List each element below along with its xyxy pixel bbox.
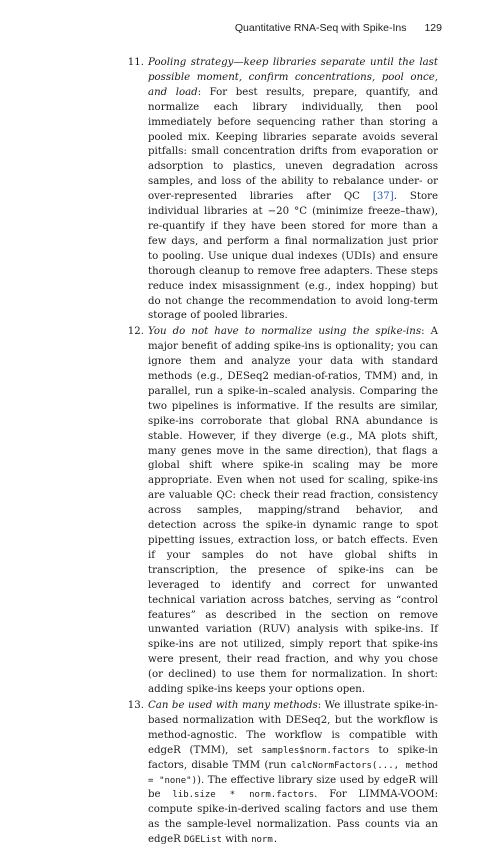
code-lib-size: lib.size * norm.factors xyxy=(172,790,315,801)
notes-list xyxy=(127,56,438,849)
page-number: 129 xyxy=(424,22,442,34)
code-norm-factors: samples$norm.factors xyxy=(261,745,370,756)
note-text: : A major benefit of adding spike-ins is optionality; you can ignore them and analyze your data with standard methods (e.g., DESeq2 median-of-ratios, TMM) and, in parallel, run a spike-in–scaled analysis. Comparing the two pipelines is informative. If the results are similar, spike-ins corroborate that global RNA abundance is stable. However, if they diverge (e.g., MA plots shift, many genes move in the same direction), that flags a global shift where spike-in scaling may be more appropriate. Even when not used for scaling, spike-ins are valuable QC: check their read fraction, consistency across samples, mapping/strand behavior, and detection across the spike-in dynamic range to spot pipetting issues, extraction loss, or batch effects. Even if your samples do not have global shifts in transcription, the presence of spike-ins can be leveraged to identify and correct for unwanted technical variation across batches, serving as “control features” as described in the section on remove unwanted variation (RUV) analysis with spike-ins. If spike-ins are not utilized, simply report that spike-ins were present, their read fraction, and why you chose (or declined) to use them for normalization. In short: adding spike-ins keeps your options open. xyxy=(148,326,438,696)
note-title: Pooling strategy—keep libraries separate until the last possible moment, confirm concentrations, pool once, and load xyxy=(148,57,438,98)
note-title: Can be used with many methods xyxy=(148,699,318,711)
running-header xyxy=(235,22,442,34)
code-calc-norm-factors: calcNormFactors(..., method = "none") xyxy=(148,760,438,786)
note-title: You do not have to normalize using the spike-ins xyxy=(148,326,422,338)
note-text: ). The effective library size used by edgeR will be xyxy=(148,774,438,801)
note-item-12 xyxy=(127,325,438,698)
note-item-11 xyxy=(127,56,438,324)
code-norm: norm. xyxy=(251,835,279,846)
note-number: 12. xyxy=(127,326,144,338)
note-item-13 xyxy=(127,699,438,848)
running-title: Quantitative RNA-Seq with Spike-Ins xyxy=(234,22,407,34)
note-text: : We illustrate spike-in-based normalization with DESeq2, but the workflow is method-agnostic. The workflow is compatible with edgeR (TMM), set xyxy=(148,699,438,756)
note-text: with xyxy=(221,834,252,846)
note-text: . Store individual libraries at −20 °C (minimize freeze–thaw), re-quantify if they have been stored for more than a few days, and perform a final normalization just prior to pooling. Use unique dual indexes (UDIs) and ensure thorough cleanup to remove free adapters. These steps reduce index misassignment (e.g., index hopping) but do not change the recommendation to avoid long-term storage of pooled libraries. xyxy=(148,191,438,322)
note-number: 11. xyxy=(127,57,144,68)
citation-link[interactable]: [37] xyxy=(372,191,394,203)
note-text: : For best results, prepare, quantify, and normalize each library individually, then pool immediately before sequencing rather than storing a pooled mix. Keeping libraries separate avoids several pitfalls: small concentration drifts from evaporation or adsorption to plastics, uneven degradation across samples, and loss of the ability to rebalance under- or over-represented libraries after QC xyxy=(148,86,438,203)
note-text: . For LIMMA-VOOM: compute spike-in-derived scaling factors and use them as the sample-level normalization. Pass counts via an edgeR xyxy=(148,789,438,846)
note-text: to spike-in factors, disable TMM (run xyxy=(148,744,438,771)
code-dgelist: DGEList xyxy=(184,835,222,846)
note-number: 13. xyxy=(127,699,144,711)
